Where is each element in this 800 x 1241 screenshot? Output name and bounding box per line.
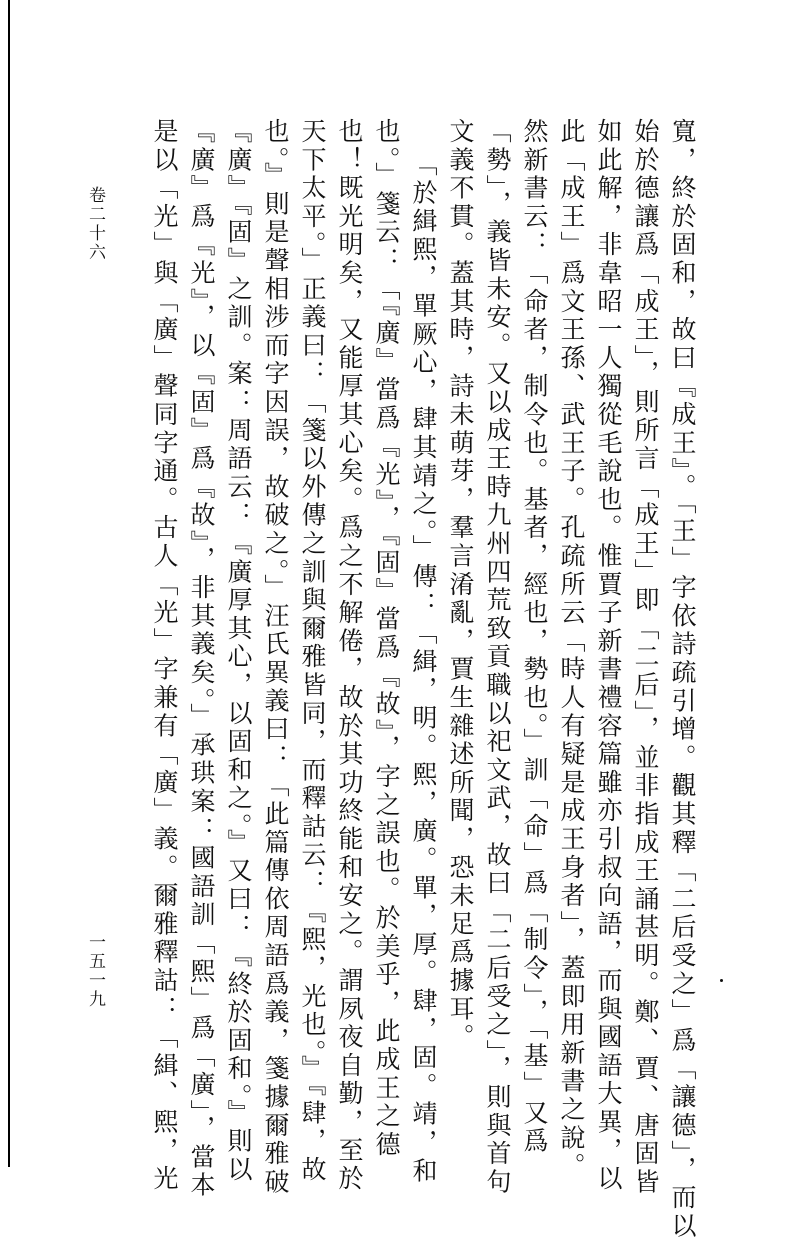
text-column-13: 『廣』『固』之訓。案：周語云：『廣厚其心，以固和之。』又曰：『終於固和。』則以 [224,118,253,1185]
page-binding-edge [8,0,10,1167]
text-column-10: 也！既光明矣，又能厚其心矣。爲之不解倦，故於其功終能和安之。謂夙夜自勤，至於 [335,118,364,1194]
text-column-9: 也。」箋云：「『廣』當爲『光』，『固』當爲『故』，字之誤也。於美乎，此成王之德 [372,118,401,1160]
text-column-7: 文義不貫。蓋其時，詩未萌芽，羣言淆亂，賈生雜述所聞，恐未足爲據耳。 [446,118,475,1052]
text-column-11: 天下太平。」正義曰：「箋以外傳之訓與爾雅皆同，而釋詁云：『熙，光也。』『肆，故 [298,118,327,1185]
text-column-8: 「於緝熙，單厥心，肆其靖之。」傳：「緝，明。熙，廣。單，厚。肆，固。靖，和 [409,151,438,1186]
page-number: 一五一九 [85,933,105,1009]
text-column-6: 「勢」，義皆未安。又以成王時九州四荒致貢職以祀文武，故曰「二后受之」，則與首句 [483,118,512,1197]
text-column-12: 也。』則是聲相涉而字因誤，故破之。」汪氏異義曰：「此篇傳依周語爲義，箋據爾雅破 [261,118,290,1197]
text-column-3: 如此解，非韋昭一人獨從毛說也。惟賈子新書禮容篇雖亦引叔向語，而與國語大異，以 [594,118,623,1194]
ink-speck [720,979,723,982]
text-column-5: 然新書云：「命者，制令也。基者，經也，勢也。」訓「命」爲「制令」，「基」又爲 [520,118,549,1156]
text-column-2: 始於德讓爲「成王」，則所言「成王」即「二后」，並非指成王誦甚明。鄭、賈、唐固皆 [631,118,660,1197]
text-column-1: 寬，終於固和，故曰『成王』。「王」字依詩疏引增。觀其釋「二后受之」爲「讓德」，而以 [668,118,697,1241]
text-column-15: 是以「光」與「廣」聲同字通。古人「光」字兼有「廣」義。爾雅釋詁：「緝、熙，光 [150,118,179,1194]
text-column-14: 『廣』爲『光』，以『固』爲『故』，非其義矣。」承珙案：國語訓「熙」爲「廣」，當本 [187,118,216,1200]
section-label: 卷二十六 [85,186,105,262]
text-column-4: 此「成王」爲文王孫、武王子。孔疏所云「時人有疑是成王身者」，蓋即用新書之說。 [557,118,586,1181]
